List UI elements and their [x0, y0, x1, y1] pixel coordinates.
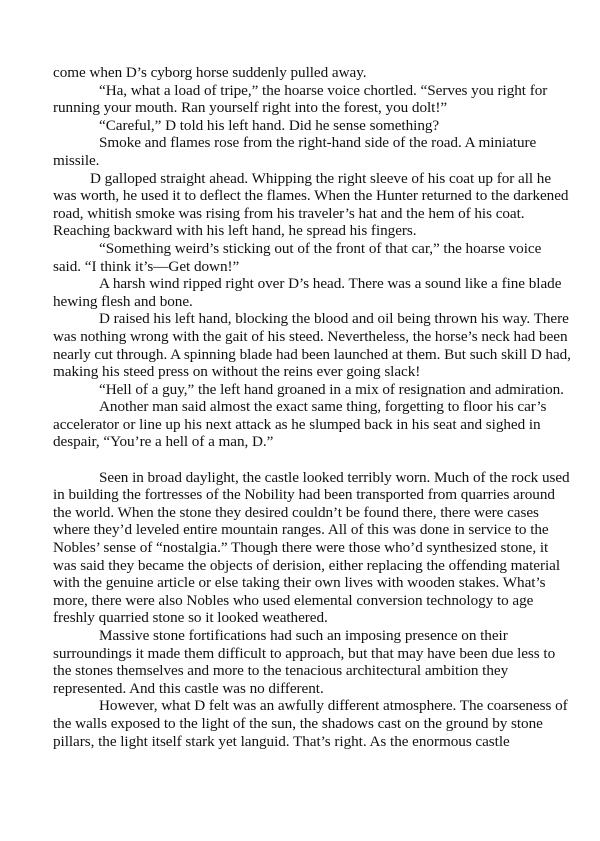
paragraph: Another man said almost the exact same thing, forgetting to floor his car’s accelerator or line up his next attack as he slumped back in his seat and sighed in despair, “You’re a hell of a man, D.” — [53, 398, 547, 451]
paragraph: D raised his left hand, blocking the blood and oil being thrown his way. There was nothing wrong with the gait of his steed. Nevertheless, the horse’s neck had been nearly cut through. A spinning blade had been launched at them. But such skill D had, making his steed press on without the reins ever going slack! — [53, 310, 571, 381]
paragraph: However, what D felt was an awfully different atmosphere. The coarseness of the walls exposed to the light of the sun, the shadows cast on the ground by stone pillars, the light itself stark yet languid. That’s right. As the enormous castle — [53, 697, 568, 750]
paragraph: D galloped straight ahead. Whipping the right sleeve of his coat up for all he was worth, he used it to deflect the flames. When the Hunter returned to the darkened road, whitish smoke was rising from his traveler’s hat and the hem of his coat. Reaching backward with his left hand, he spread his fingers. — [53, 169, 569, 240]
paragraph: “Hell of a guy,” the left hand groaned in a mix of resignation and admiration. — [99, 380, 564, 398]
paragraph: Seen in broad daylight, the castle looked terribly worn. Much of the rock used in building the fortresses of the Nobility had been transported from quarries around the world. When the stone they desired couldn’t be found there, there were cases where they’d leveled entire mountain ranges. All of this was done in service to the Nobles’ sense of “nostalgia.” Though there were those who’d synthesized stone, it was said they became the objects of derision, either replacing the offending material with the genuine article or else taking their own lives with wooden stakes. What’s more, there were also Nobles who used elemental conversion technology to age freshly quarried stone so it looked weathered. — [53, 468, 570, 627]
paragraph: “Something weird’s sticking out of the front of that car,” the hoarse voice said. “I think it’s—Get down!” — [53, 239, 542, 275]
paragraph: Smoke and flames rose from the right-hand side of the road. A miniature missile. — [53, 134, 537, 169]
paragraph: A harsh wind ripped right over D’s head. There was a sound like a fine blade hewing flesh and bone. — [53, 275, 562, 310]
paragraph: “Ha, what a load of tripe,” the hoarse voice chortled. “Serves you right for running your mouth. Ran yourself right into the forest, you dolt!” — [53, 81, 548, 117]
body-text — [53, 64, 573, 750]
paragraph: Massive stone fortifications had such an imposing presence on their surroundings it made them difficult to approach, but that may have been due less to the stones themselves and more to the tenacious architectural ambition they represented. And this castle was no different. — [53, 627, 556, 697]
paragraph: come when D’s cyborg horse suddenly pulled away. — [53, 64, 367, 81]
paragraph: “Careful,” D told his left hand. Did he sense something? — [99, 116, 440, 134]
section-break — [53, 451, 573, 469]
